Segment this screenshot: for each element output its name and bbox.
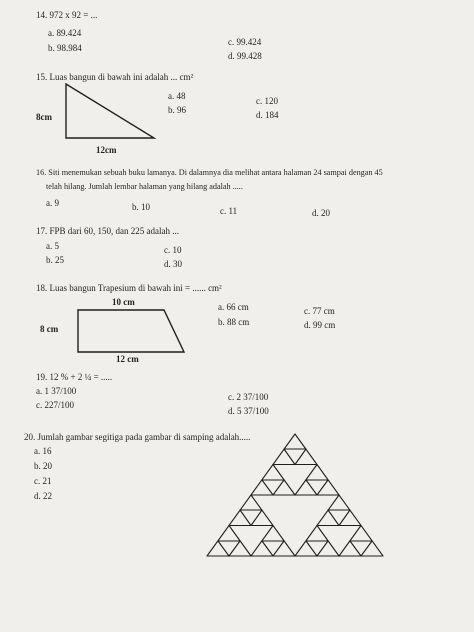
q15-option-c: c. 120 <box>256 96 278 106</box>
q18-side-label: 8 cm <box>40 324 59 334</box>
q19-question: 19. 12 % + 2 ¼ = ..... <box>36 372 113 382</box>
q19-option-d: d. 5 37/100 <box>228 406 269 416</box>
q14-question: 14. 972 x 92 = ... <box>36 10 98 20</box>
q19-option-c-left: c. 227/100 <box>36 400 74 410</box>
q20-option-a: a. 16 <box>34 446 52 456</box>
q18-question: 18. Luas bangun Trapesium di bawah ini = ...... cm² <box>36 283 222 293</box>
q14-option-b: b. 98.984 <box>48 43 82 53</box>
q15-base-label: 12cm <box>96 145 117 155</box>
q19-option-a: a. 1 37/100 <box>36 386 77 396</box>
q16-question-line1: 16. Siti menemukan sebuah buku lamanya. Di dalamnya dia melihat antara halaman 24 sampai dengan 45 <box>36 168 383 177</box>
q20-question: 20. Jumlah gambar segitiga pada gambar di samping adalah..... <box>24 432 251 442</box>
triangle-counting-figure <box>200 430 390 560</box>
trapezoid-diagram <box>70 306 190 356</box>
q18-option-b: b. 88 cm <box>218 317 250 327</box>
q18-option-c: c. 77 cm <box>304 306 335 316</box>
q14-option-d: d. 99.428 <box>228 51 262 61</box>
q16-option-c: c. 11 <box>220 206 238 216</box>
q15-side-label: 8cm <box>36 112 52 122</box>
q16-option-a: a. 9 <box>46 198 59 208</box>
right-triangle-diagram <box>60 80 160 142</box>
q15-option-d: d. 184 <box>256 110 279 120</box>
q19-option-c: c. 2 37/100 <box>228 392 269 402</box>
q17-option-a: a. 5 <box>46 241 59 251</box>
q14-option-c: c. 99.424 <box>228 37 262 47</box>
q20-option-d: d. 22 <box>34 491 52 501</box>
q20-option-b: b. 20 <box>34 461 52 471</box>
q18-base-label: 12 cm <box>116 354 139 364</box>
q18-top-label: 10 cm <box>112 297 135 307</box>
q16-option-d: d. 20 <box>312 208 330 218</box>
q15-option-b: b. 96 <box>168 105 186 115</box>
q18-option-a: a. 66 cm <box>218 302 249 312</box>
q16-option-b: b. 10 <box>132 202 150 212</box>
q17-option-b: b. 25 <box>46 255 64 265</box>
q20-option-c: c. 21 <box>34 476 52 486</box>
q17-question: 17. FPB dari 60, 150, dan 225 adalah ... <box>36 226 179 236</box>
q15-question: 15. Luas bangun di bawah ini adalah ... cm² <box>36 72 194 82</box>
q16-question-line2: telah hilang. Jumlah lembar halaman yang hilang adalah ..... <box>46 182 243 191</box>
q18-option-d: d. 99 cm <box>304 320 336 330</box>
q17-option-d: d. 30 <box>164 259 182 269</box>
q14-option-a: a. 89.424 <box>48 28 82 38</box>
q15-option-a: a. 48 <box>168 91 186 101</box>
q17-option-c: c. 10 <box>164 245 182 255</box>
